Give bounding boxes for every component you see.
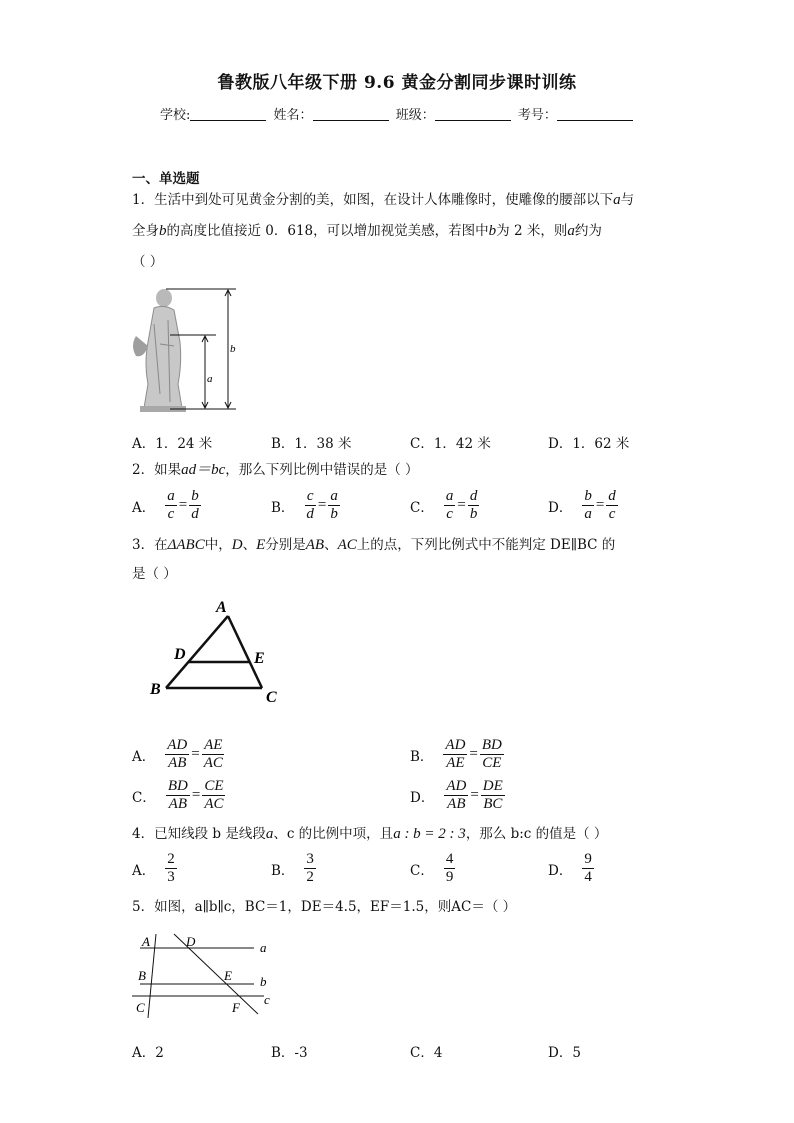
q4-stem (132, 827, 607, 842)
q3-text: 、 (242, 537, 257, 553)
numerator: CE (202, 778, 225, 796)
q3-math: AB (305, 537, 325, 553)
q1-var: a (567, 223, 575, 239)
parallel-lines-figure (128, 926, 288, 1026)
numerator: AD (444, 778, 468, 796)
fraction (444, 778, 468, 814)
vertex-a-label: A (216, 599, 227, 616)
point-e-label: E (224, 968, 232, 983)
school-blank (190, 108, 266, 121)
q3-line-2: 是（ ） (132, 566, 177, 582)
q3-math: E (256, 537, 266, 553)
q1-text: 与 (620, 192, 635, 208)
fraction (468, 488, 480, 524)
denominator: AB (168, 796, 187, 813)
q1-bracket: （ ） (132, 254, 164, 270)
fraction (165, 737, 189, 773)
numerator: BD (480, 737, 504, 755)
denominator: 4 (584, 869, 592, 886)
point-d-label: D (174, 646, 186, 663)
q1-var: a (613, 192, 621, 208)
statue-figure (130, 284, 250, 416)
label-b: b (230, 343, 236, 355)
q2-text: ，那么下列比例中错误的是（ ） (225, 462, 419, 478)
exam-number-label: 考号： (517, 108, 557, 123)
q3-option-b[interactable] (410, 737, 504, 773)
label-a: a (207, 373, 213, 385)
numerator: a (444, 488, 456, 506)
q3-math: AC (337, 537, 357, 553)
q3-math: D (231, 537, 243, 553)
option-label: D． (410, 789, 435, 806)
q2-condition: ad＝bc (181, 462, 226, 478)
q1-option-c[interactable]: C．1．42 米 (410, 436, 491, 452)
q3-text: 3．在 (132, 537, 168, 553)
equals-sign: = (595, 497, 605, 514)
fraction (304, 851, 316, 887)
equals-sign: = (178, 497, 188, 514)
point-c-label: C (136, 1000, 145, 1015)
fraction (582, 851, 594, 887)
numerator: b (582, 488, 594, 506)
q4-option-c[interactable] (410, 851, 455, 887)
q3-text: 、 (324, 537, 338, 553)
denominator: c (167, 506, 175, 523)
q4-ratio: a : b = 2 : 3 (393, 826, 466, 842)
triangle-figure (140, 596, 300, 714)
q1-text: 1．生活中到处可见黄金分割的美，如图，在设计人体雕像时，使雕像的腰部以下 (132, 192, 614, 208)
denominator: BC (483, 796, 503, 813)
q5-option-b[interactable]: B．-3 (271, 1045, 308, 1061)
q1-option-b[interactable]: B．1．38 米 (271, 436, 352, 452)
equals-sign: = (469, 746, 478, 763)
fraction (328, 488, 340, 524)
option-label: D． (548, 862, 573, 879)
exam-number-blank (557, 108, 633, 121)
denominator: c (608, 506, 616, 523)
q3-option-a[interactable] (132, 737, 225, 773)
fraction (481, 778, 505, 814)
q4-option-b[interactable] (271, 851, 316, 887)
fraction (480, 737, 504, 773)
q5-option-c[interactable]: C．4 (410, 1045, 443, 1061)
q5-stem: 5．如图，a∥b∥c，BC＝1，DE＝4.5，EF＝1.5，则AC＝（ ） (132, 899, 517, 915)
option-label: A． (132, 499, 156, 516)
q2-stem (132, 463, 419, 478)
numerator: DE (481, 778, 505, 796)
point-a-label: A (142, 934, 150, 949)
denominator: d (306, 506, 314, 523)
q1-var: b (488, 223, 497, 239)
numerator: b (189, 488, 201, 506)
vertex-c-label: C (266, 689, 277, 706)
denominator: d (191, 506, 199, 523)
numerator: 4 (444, 851, 456, 869)
numerator: a (165, 488, 177, 506)
q5-option-d[interactable]: D．5 (548, 1045, 581, 1061)
fraction (202, 778, 225, 814)
denominator: AB (447, 796, 466, 813)
option-label: C． (410, 499, 434, 516)
equals-sign: = (191, 787, 201, 804)
denominator: CE (482, 755, 502, 772)
option-label: C． (132, 789, 156, 806)
fraction (443, 737, 467, 773)
fraction (202, 737, 225, 773)
option-label: D． (548, 499, 573, 516)
equals-sign: = (457, 497, 466, 514)
denominator: 2 (306, 869, 314, 886)
q3-math: ΔABC (167, 537, 205, 553)
q1-var: b (159, 223, 167, 239)
q3-text: 分别是 (265, 537, 306, 553)
q4-text: 4．已知线段 b 是线段 (132, 826, 266, 842)
q4-text: ，那么 b:c 的值是（ ） (465, 826, 608, 842)
numerator: d (606, 488, 618, 506)
q3-text: 上的点，下列比例式中不能判定 DE∥BC 的 (356, 537, 616, 553)
option-label: B． (271, 862, 295, 879)
numerator: BD (166, 778, 190, 796)
equals-sign: = (470, 787, 479, 804)
numerator: a (328, 488, 340, 506)
numerator: 2 (165, 851, 177, 869)
denominator: c (446, 506, 453, 523)
numerator: 9 (582, 851, 594, 869)
fraction (444, 851, 456, 887)
q1-line-1 (132, 193, 634, 208)
denominator: 3 (167, 869, 175, 886)
numerator: AD (165, 737, 189, 755)
numerator: AD (443, 737, 467, 755)
class-label: 班级： (395, 108, 435, 123)
q2-option-b[interactable] (271, 488, 340, 524)
denominator: a (584, 506, 592, 523)
denominator: AC (204, 796, 224, 813)
fraction (189, 488, 201, 524)
q3-option-d[interactable] (410, 778, 505, 814)
option-label: A． (132, 748, 156, 765)
name-blank (313, 108, 389, 121)
q4-text: 、c 的比例中项，且 (273, 826, 394, 842)
denominator: b (330, 506, 338, 523)
class-blank (435, 108, 511, 121)
fraction (165, 488, 177, 524)
point-b-label: B (138, 968, 146, 983)
option-label: A． (132, 862, 156, 879)
school-label: 学校: (160, 108, 191, 123)
fraction (582, 488, 594, 524)
q4-var: a (265, 826, 274, 842)
q4-option-a[interactable] (132, 851, 177, 887)
denominator: AC (203, 755, 223, 772)
denominator: b (469, 506, 478, 523)
name-label: 姓名： (273, 108, 313, 123)
page-title: 鲁教版八年级下册 9.6 黄金分割同步课时训练 (217, 73, 577, 93)
q2-option-c[interactable] (410, 488, 479, 524)
fraction (166, 778, 190, 814)
numerator: c (305, 488, 316, 506)
option-label: B． (271, 499, 295, 516)
numerator: 3 (304, 851, 316, 869)
q1-text: 约为 (574, 223, 602, 239)
student-info-line (160, 104, 636, 123)
denominator: AB (168, 755, 187, 772)
q2-option-d[interactable] (548, 488, 618, 524)
q2-option-a[interactable] (132, 488, 201, 524)
q5-option-a[interactable]: A．2 (132, 1045, 164, 1061)
numerator: AE (202, 737, 224, 755)
fraction (165, 851, 177, 887)
option-label: B． (410, 748, 434, 765)
q1-text: 的高度比值接近 0．618，可以增加视觉美感，若图中 (166, 223, 489, 239)
fraction (444, 488, 456, 524)
section-title: 一、单选题 (132, 171, 200, 187)
numerator: d (468, 488, 480, 506)
q3-text: 中， (204, 537, 232, 553)
point-e-label: E (254, 650, 265, 667)
q1-text: 全身 (132, 223, 159, 239)
point-f-label: F (232, 1000, 240, 1015)
option-label: C． (410, 862, 434, 879)
equals-sign: = (317, 497, 327, 514)
equals-sign: = (191, 746, 200, 763)
q2-text: 2．如果 (132, 462, 182, 478)
fraction (606, 488, 618, 524)
line-b-label: b (260, 974, 267, 989)
q3-option-c[interactable] (132, 778, 225, 814)
line-c-label: c (264, 992, 270, 1007)
q1-option-a[interactable]: A．1．24 米 (132, 436, 213, 452)
point-d-label: D (186, 934, 196, 949)
q3-line-1 (132, 538, 615, 553)
vertex-b-label: B (150, 681, 161, 698)
q1-text: 为 2 米，则 (496, 223, 568, 239)
denominator: 9 (445, 869, 454, 886)
q1-line-2 (132, 224, 602, 239)
fraction (304, 488, 316, 524)
q1-option-d[interactable]: D．1．62 米 (548, 436, 630, 452)
line-a-label: a (260, 940, 267, 955)
q4-option-d[interactable] (548, 851, 594, 887)
denominator: AE (446, 755, 465, 772)
